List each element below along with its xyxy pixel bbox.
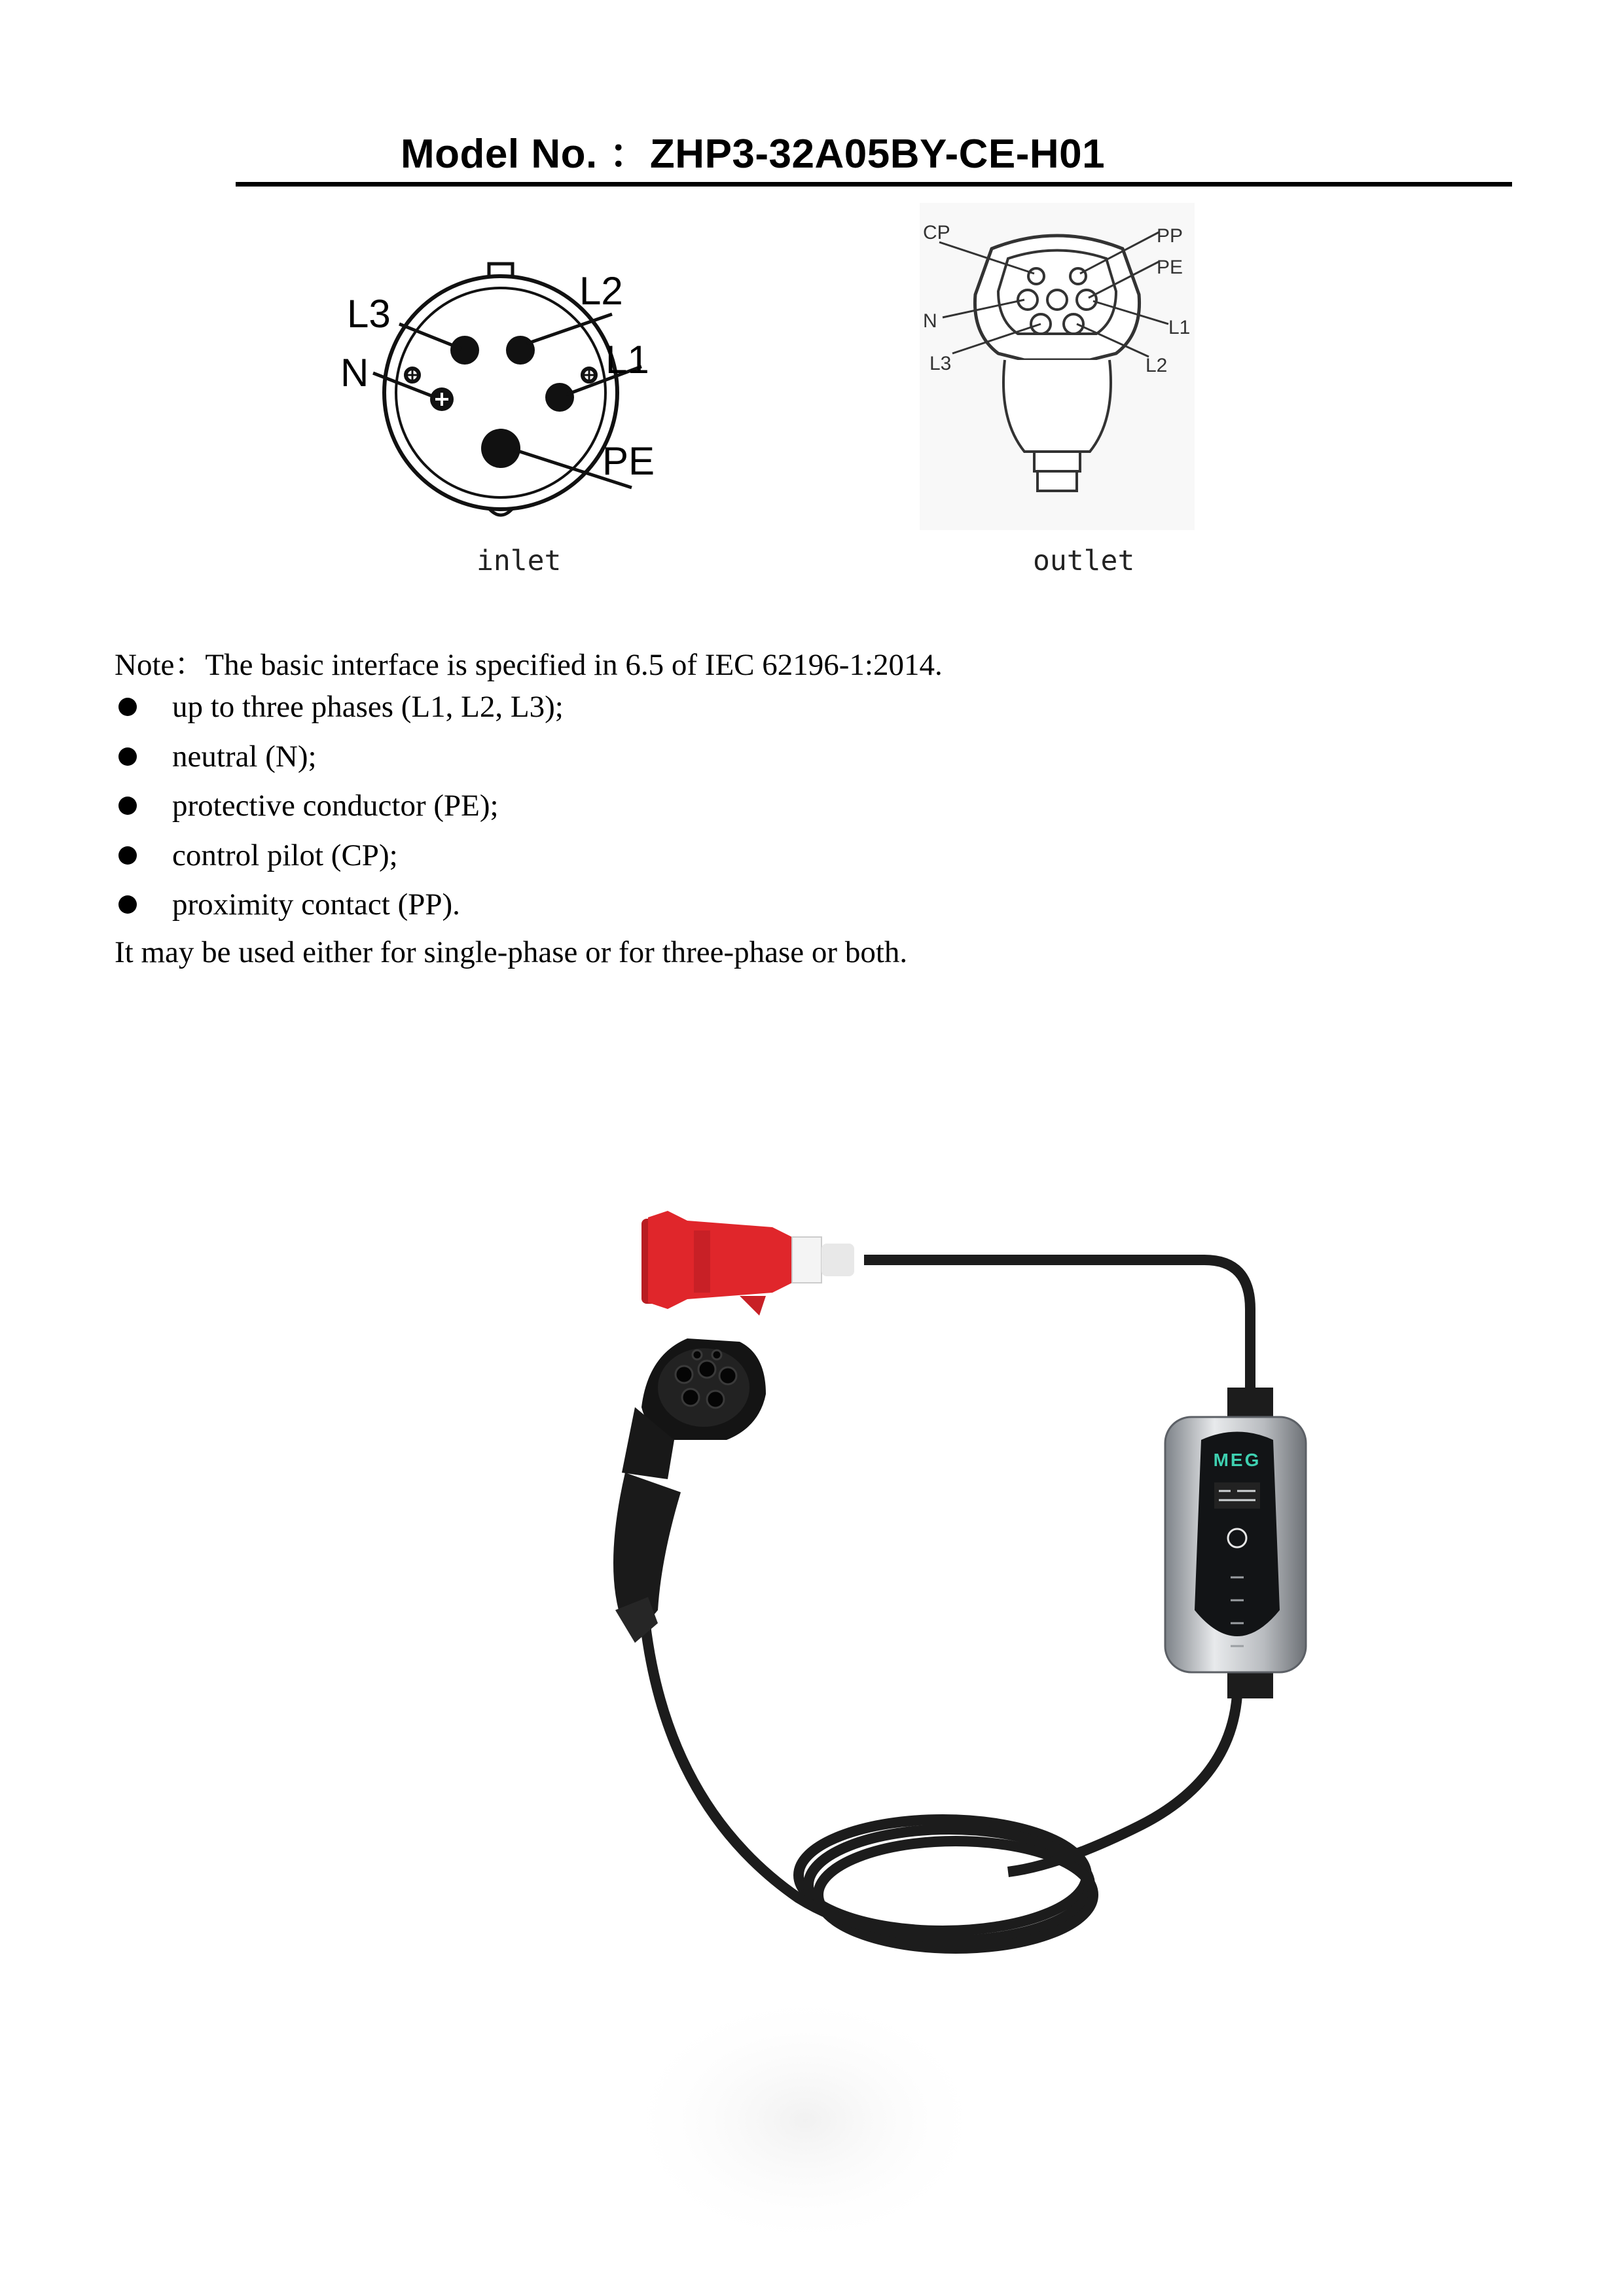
- bullet-icon: [118, 747, 137, 766]
- outlet-label-cp: CP: [923, 222, 950, 243]
- inlet-label-l2: L2: [579, 269, 623, 313]
- list-item-text: proximity contact (PP).: [172, 888, 460, 922]
- usage-statement: It may be used either for single-phase or for three-phase or both.: [115, 935, 908, 969]
- outlet-label-l3: L3: [929, 353, 952, 374]
- list-item-text: neutral (N);: [172, 739, 317, 774]
- outlet-label-l1: L1: [1168, 317, 1191, 338]
- list-item-text: control pilot (CP);: [172, 838, 398, 872]
- outlet-label-n: N: [923, 310, 937, 332]
- outlet-label-pe: PE: [1157, 257, 1183, 278]
- ev-charger-product-image: [576, 1191, 1348, 2265]
- bullet-icon: [118, 698, 137, 716]
- bullet-icon: [118, 797, 137, 815]
- svg-text:MEG: MEG: [1213, 1450, 1261, 1470]
- inlet-label-pe: PE: [602, 439, 655, 483]
- control-box: [1165, 1388, 1306, 1698]
- list-item-text: up to three phases (L1, L2, L3);: [172, 690, 564, 724]
- outlet-pin-diagram: [920, 203, 1195, 530]
- inlet-label-n: N: [340, 351, 369, 395]
- industrial-plug: [641, 1211, 854, 1316]
- floor-reflection: [622, 1990, 988, 2251]
- bullet-icon: [118, 895, 137, 914]
- inlet-label-l3: L3: [347, 292, 391, 336]
- interface-note: Note：The basic interface is specified in 6.5 of IEC 62196-1:2014.: [115, 648, 943, 682]
- type2-connector: [613, 1338, 766, 1643]
- supply-cable: [864, 1260, 1250, 1394]
- inlet-pin-diagram: [337, 252, 664, 527]
- outlet-label-l2: L2: [1146, 355, 1168, 376]
- inlet-caption: inlet: [477, 545, 562, 577]
- outlet-label-pp: PP: [1157, 225, 1183, 247]
- cable-coil: [641, 1505, 1237, 1948]
- title-divider: [236, 182, 1512, 187]
- inlet-label-l1: L1: [605, 338, 649, 382]
- model-number-title: Model No. ：ZHP3-32A05BY-CE-H01: [401, 132, 1106, 177]
- list-item-text: protective conductor (PE);: [172, 789, 499, 823]
- outlet-caption: outlet: [1033, 545, 1135, 577]
- bullet-icon: [118, 846, 137, 865]
